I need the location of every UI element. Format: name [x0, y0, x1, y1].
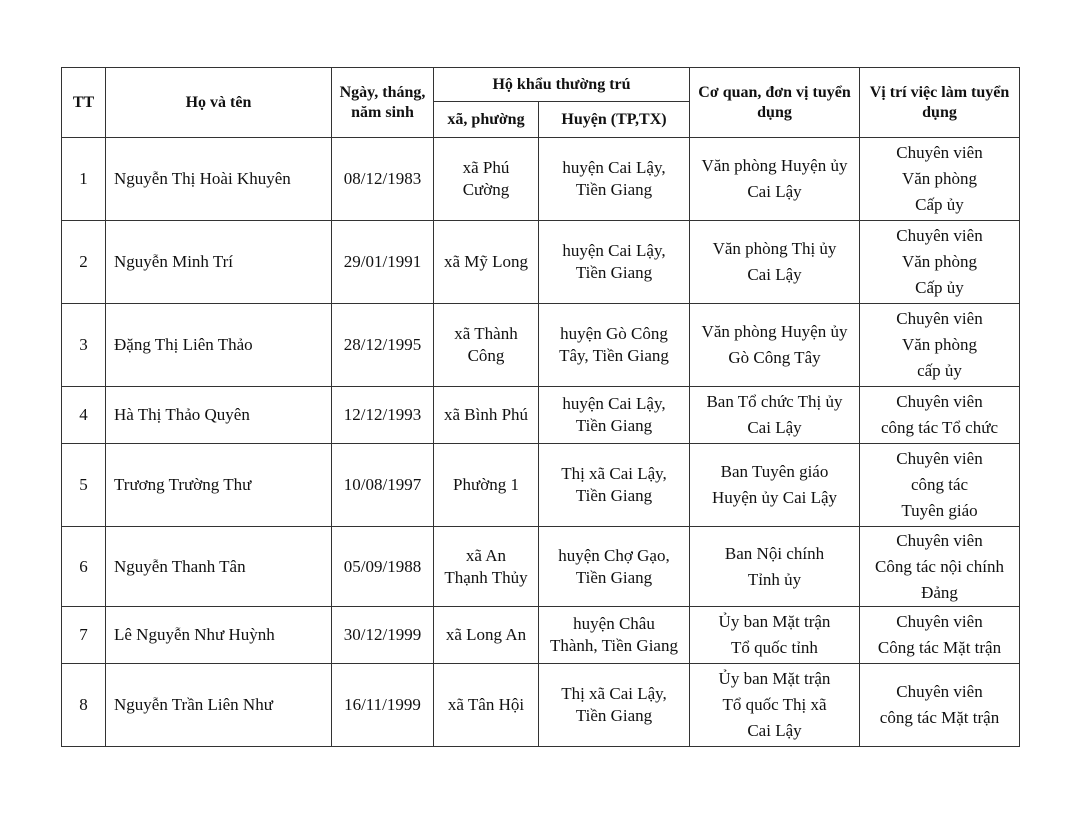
date-of-birth: 28/12/1995: [332, 304, 434, 387]
district-cell: huyện Cai Lậy, Tiền Giang: [539, 221, 690, 304]
position-cell: Chuyên viên Văn phòng cấp ủy: [860, 304, 1020, 387]
table-row: [62, 221, 1020, 304]
position-cell: Chuyên viên Văn phòng Cấp ủy: [860, 221, 1020, 304]
date-of-birth: 16/11/1999: [332, 664, 434, 747]
position-cell: Chuyên viên công tác Mặt trận: [860, 664, 1020, 747]
date-of-birth: 30/12/1999: [332, 607, 434, 664]
commune-cell: xã Tân Hội: [434, 664, 539, 747]
agency-cell: Ban Tổ chức Thị ủy Cai Lậy: [690, 387, 860, 444]
table-row: [62, 387, 1020, 444]
header-district: Huyện (TP,TX): [539, 102, 690, 138]
person-name: Nguyễn Minh Trí: [106, 221, 332, 304]
agency-cell: Văn phòng Huyện ủy Gò Công Tây: [690, 304, 860, 387]
header-agency: Cơ quan, đơn vị tuyển dụng: [690, 68, 860, 138]
table-row: [62, 138, 1020, 221]
date-of-birth: 12/12/1993: [332, 387, 434, 444]
table-row: [62, 304, 1020, 387]
district-cell: Thị xã Cai Lậy, Tiền Giang: [539, 664, 690, 747]
header-tt: TT: [62, 68, 106, 138]
district-cell: Thị xã Cai Lậy, Tiền Giang: [539, 444, 690, 527]
district-cell: huyện Cai Lậy, Tiền Giang: [539, 138, 690, 221]
position-cell: Chuyên viên Công tác nội chính Đảng: [860, 527, 1020, 607]
commune-cell: xã Thành Công: [434, 304, 539, 387]
agency-cell: Ban Nội chính Tỉnh ủy: [690, 527, 860, 607]
commune-cell: xã Long An: [434, 607, 539, 664]
person-name: Hà Thị Thảo Quyên: [106, 387, 332, 444]
table-row: [62, 664, 1020, 747]
date-of-birth: 29/01/1991: [332, 221, 434, 304]
person-name: Nguyễn Thị Hoài Khuyên: [106, 138, 332, 221]
row-number: 6: [62, 527, 106, 607]
row-number: 8: [62, 664, 106, 747]
agency-cell: Ủy ban Mặt trận Tổ quốc Thị xã Cai Lậy: [690, 664, 860, 747]
agency-cell: Ban Tuyên giáo Huyện ủy Cai Lậy: [690, 444, 860, 527]
row-number: 5: [62, 444, 106, 527]
district-cell: huyện Cai Lậy, Tiền Giang: [539, 387, 690, 444]
row-number: 7: [62, 607, 106, 664]
table-row: [62, 444, 1020, 527]
header-dob: Ngày, tháng, năm sinh: [332, 68, 434, 138]
district-cell: huyện Chợ Gạo, Tiền Giang: [539, 527, 690, 607]
position-cell: Chuyên viên công tác Tuyên giáo: [860, 444, 1020, 527]
commune-cell: Phường 1: [434, 444, 539, 527]
person-name: Đặng Thị Liên Thảo: [106, 304, 332, 387]
agency-cell: Văn phòng Thị ủy Cai Lậy: [690, 221, 860, 304]
commune-cell: xã Phú Cường: [434, 138, 539, 221]
district-cell: huyện Châu Thành, Tiền Giang: [539, 607, 690, 664]
header-name: Họ và tên: [106, 68, 332, 138]
position-cell: Chuyên viên Công tác Mặt trận: [860, 607, 1020, 664]
person-name: Nguyễn Thanh Tân: [106, 527, 332, 607]
commune-cell: xã Mỹ Long: [434, 221, 539, 304]
table-row: [62, 527, 1020, 607]
position-cell: Chuyên viên Văn phòng Cấp ủy: [860, 138, 1020, 221]
person-name: Trương Trường Thư: [106, 444, 332, 527]
row-number: 1: [62, 138, 106, 221]
date-of-birth: 10/08/1997: [332, 444, 434, 527]
header-position: Vị trí việc làm tuyển dụng: [860, 68, 1020, 138]
date-of-birth: 05/09/1988: [332, 527, 434, 607]
header-commune: xã, phường: [434, 102, 539, 138]
position-cell: Chuyên viên công tác Tổ chức: [860, 387, 1020, 444]
recruitment-table: [61, 67, 1020, 747]
person-name: Lê Nguyễn Như Huỳnh: [106, 607, 332, 664]
row-number: 2: [62, 221, 106, 304]
row-number: 4: [62, 387, 106, 444]
header-residence: Hộ khẩu thường trú: [434, 68, 690, 102]
person-name: Nguyễn Trần Liên Như: [106, 664, 332, 747]
date-of-birth: 08/12/1983: [332, 138, 434, 221]
table-row: [62, 607, 1020, 664]
commune-cell: xã An Thạnh Thủy: [434, 527, 539, 607]
row-number: 3: [62, 304, 106, 387]
commune-cell: xã Bình Phú: [434, 387, 539, 444]
agency-cell: Văn phòng Huyện ủy Cai Lậy: [690, 138, 860, 221]
district-cell: huyện Gò Công Tây, Tiền Giang: [539, 304, 690, 387]
agency-cell: Ủy ban Mặt trận Tổ quốc tỉnh: [690, 607, 860, 664]
